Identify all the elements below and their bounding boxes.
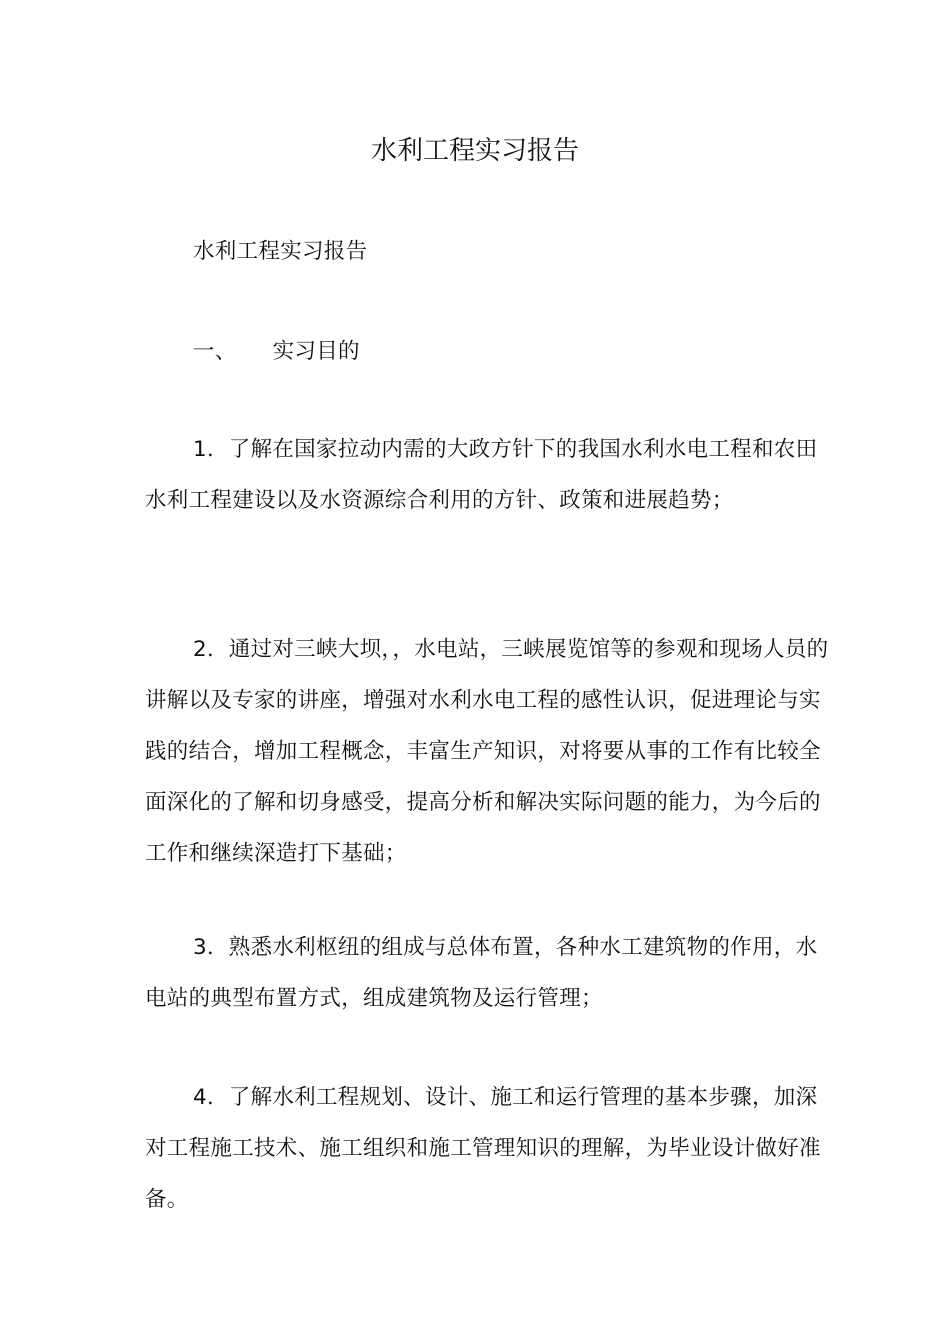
list-item: 4．了解水利工程规划、设计、施工和运行管理的基本步骤，加深对工程施工技术、施工组织和施工管理知识的理解，为毕业设计做好准备。	[145, 1085, 821, 1212]
section-heading-text: 实习目的	[272, 339, 360, 364]
document-subtitle: 水利工程实习报告	[193, 239, 368, 264]
section-heading	[145, 326, 835, 377]
list-item: 2．通过对三峡大坝，，水电站，三峡展览馆等的参观和现场人员的讲解以及专家的讲座，增强对水利水电工程的感性认识，促进理论与实践的结合，增加工程概念，丰富生产知识，对将要从事的工作有比较全面深化的了解和切身感受，提高分析和解决实际问题的能力，为今后的工作和继续深造打下基础；	[145, 637, 829, 866]
document-title: 水利工程实习报告	[370, 136, 579, 166]
section-number: 一、	[193, 339, 237, 364]
list-item: 1．了解在国家拉动内需的大政方针下的我国水利水电工程和农田水利工程建设以及水资源综合利用的方针、政策和进展趋势；	[145, 437, 818, 513]
list-item: 3．熟悉水利枢纽的组成与总体布置，各种水工建筑物的作用，水电站的典型布置方式，组成建筑物及运行管理；	[145, 935, 818, 1011]
